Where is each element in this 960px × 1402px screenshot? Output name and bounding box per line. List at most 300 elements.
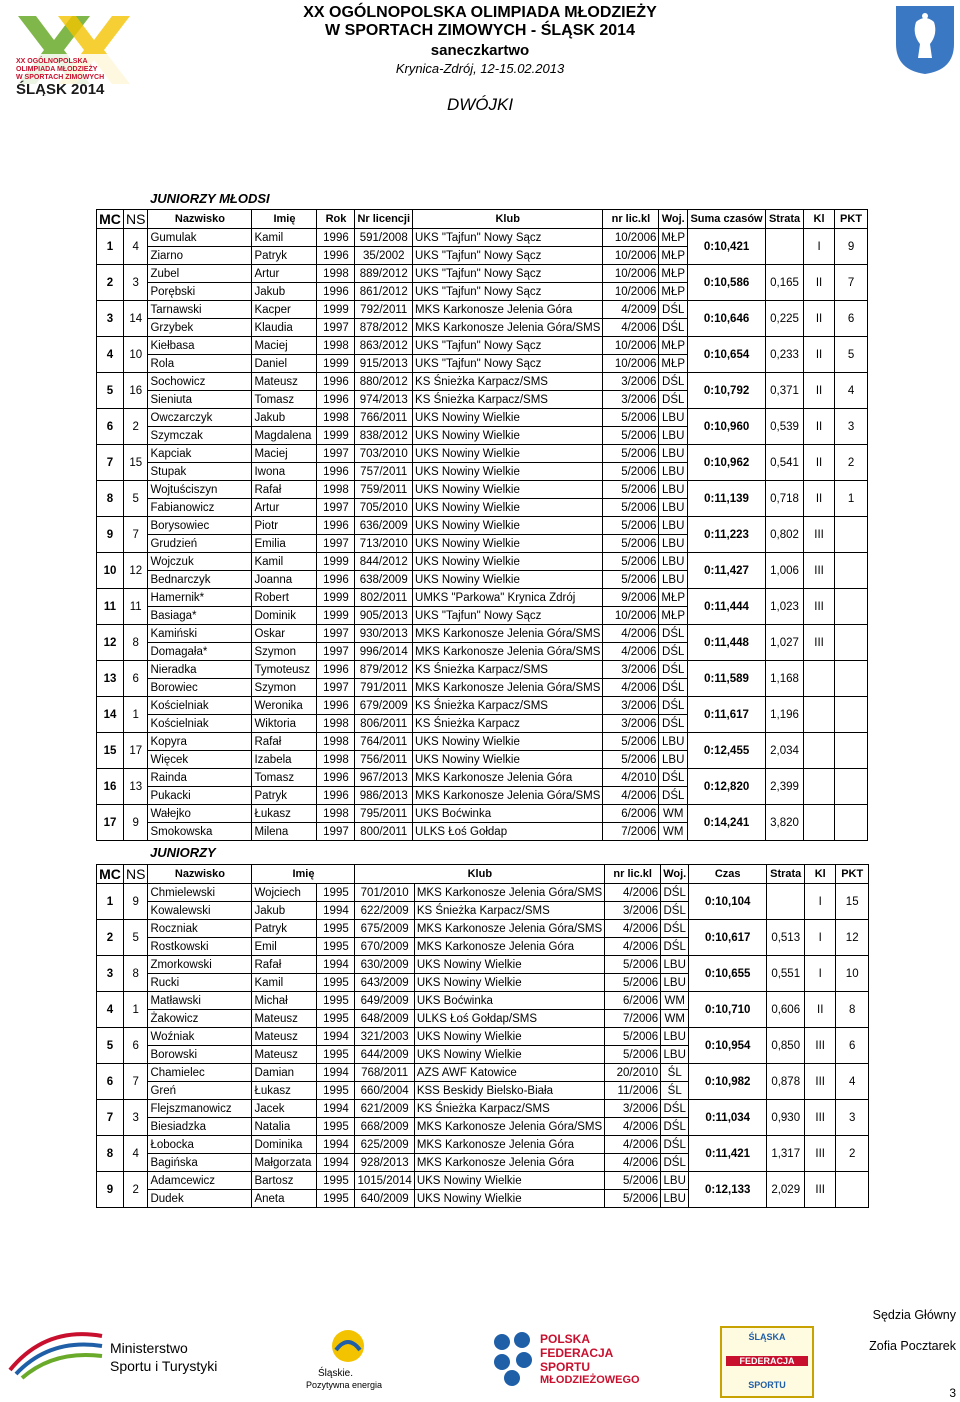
place-cell: 6 — [97, 1064, 124, 1100]
first-name-cell: Rafał — [252, 956, 317, 974]
federation-logo — [488, 1328, 648, 1392]
club-cell: UKS Nowiny Wielkie — [414, 956, 604, 974]
logo-text-3: W SPORTACH ZIMOWYCH — [16, 74, 105, 81]
surname-cell: Kiełbasa — [148, 337, 252, 355]
start-number-cell: 4 — [124, 229, 148, 265]
club-cell: ULKS Łoś Gołdap/SMS — [414, 1010, 604, 1028]
first-name-cell: Patryk — [252, 247, 317, 265]
voivodeship-cell: MŁP — [659, 355, 688, 373]
time-cell: 0:10,655 — [689, 956, 767, 992]
license-cell: 880/2012 — [355, 373, 413, 391]
voivodeship-cell: ŚL — [661, 1064, 689, 1082]
start-number-cell: 12 — [124, 553, 148, 589]
club-cell: UKS Nowiny Wielkie — [413, 535, 603, 553]
place-cell: 4 — [97, 337, 124, 373]
time-cell: 0:10,617 — [689, 920, 767, 956]
points-cell: 3 — [835, 409, 868, 445]
time-gap-cell: 0,802 — [766, 517, 804, 553]
first-name-cell: Dominik — [252, 607, 317, 625]
club-cell: KS Śnieżka Karpacz/SMS — [413, 373, 603, 391]
time-gap-cell: 0,606 — [767, 992, 805, 1028]
voivodeship-cell: MŁP — [659, 247, 688, 265]
class-cell: I — [805, 956, 836, 992]
column-header: Rok — [317, 210, 355, 229]
club-license-cell: 10/2006 — [603, 247, 659, 265]
club-license-cell: 5/2006 — [605, 974, 661, 992]
voivodeship-cell: LBU — [659, 463, 688, 481]
start-number-cell: 5 — [124, 481, 148, 517]
first-name-cell: Dominika — [252, 1136, 317, 1154]
license-cell: 321/2003 — [355, 1028, 414, 1046]
column-header: Woj. — [661, 865, 689, 884]
club-cell: KSS Beskidy Bielsko-Biała — [414, 1082, 604, 1100]
birth-year-cell: 1999 — [317, 427, 355, 445]
club-cell: MKS Karkonosze Jelenia Góra/SMS — [413, 787, 603, 805]
birth-year-cell: 1995 — [317, 1010, 355, 1028]
olympiad-logo — [14, 10, 154, 96]
time-cell: 0:12,820 — [688, 769, 766, 805]
license-cell: 928/2013 — [355, 1154, 414, 1172]
club-cell: UKS Nowiny Wielkie — [413, 409, 603, 427]
club-license-cell: 3/2006 — [603, 391, 659, 409]
voivodeship-cell: LBU — [661, 1190, 689, 1208]
club-license-cell: 10/2006 — [603, 265, 659, 283]
voivodeship-cell: DŚL — [659, 715, 688, 733]
first-name-cell: Jakub — [252, 902, 317, 920]
first-name-cell: Mateusz — [252, 1010, 317, 1028]
class-cell — [804, 805, 835, 841]
birth-year-cell: 1999 — [317, 553, 355, 571]
first-name-cell: Maciej — [252, 445, 317, 463]
surname-cell: Hamernik* — [148, 589, 252, 607]
time-gap-cell: 2,399 — [766, 769, 804, 805]
club-cell: UKS Nowiny Wielkie — [413, 499, 603, 517]
voivodeship-cell: DŚL — [659, 697, 688, 715]
birth-year-cell: 1999 — [317, 301, 355, 319]
voivodeship-cell: DŚL — [661, 1136, 689, 1154]
place-cell: 5 — [97, 373, 124, 409]
club-cell: UKS Nowiny Wielkie — [414, 1172, 604, 1190]
column-header: Woj. — [659, 210, 688, 229]
place-cell: 9 — [97, 1172, 124, 1208]
club-license-cell: 5/2006 — [603, 535, 659, 553]
surname-cell: Bagińska — [148, 1154, 252, 1172]
license-cell: 701/2010 — [355, 884, 414, 902]
time-cell: 0:11,421 — [689, 1136, 767, 1172]
surname-cell: Chamielec — [148, 1064, 252, 1082]
voivodeship-cell: DŚL — [661, 1154, 689, 1172]
club-cell: UKS Nowiny Wielkie — [413, 463, 603, 481]
birth-year-cell: 1997 — [317, 535, 355, 553]
time-gap-cell: 0,850 — [767, 1028, 805, 1064]
club-license-cell: 4/2010 — [603, 769, 659, 787]
club-cell: KS Śnieżka Karpacz/SMS — [414, 1100, 604, 1118]
time-gap-cell: 0,539 — [766, 409, 804, 445]
club-cell: UKS Nowiny Wielkie — [413, 445, 603, 463]
table-row — [97, 337, 868, 355]
surname-cell: Zubel — [148, 265, 252, 283]
place-cell: 9 — [97, 517, 124, 553]
federation-text-2: FEDERACJA — [540, 1346, 614, 1360]
first-name-cell: Mateusz — [252, 1046, 317, 1064]
license-cell: 800/2011 — [355, 823, 413, 841]
voivodeship-cell: DŚL — [661, 902, 689, 920]
club-cell: UKS Nowiny Wielkie — [413, 571, 603, 589]
surname-cell: Grzybek — [148, 319, 252, 337]
start-number-cell: 8 — [124, 956, 148, 992]
birth-year-cell: 1995 — [317, 884, 355, 902]
voivodeship-cell: MŁP — [659, 607, 688, 625]
surname-cell: Gumulak — [148, 229, 252, 247]
club-license-cell: 5/2006 — [603, 733, 659, 751]
time-gap-cell — [766, 229, 804, 265]
first-name-cell: Magdalena — [252, 427, 317, 445]
club-cell: MKS Karkonosze Jelenia Góra/SMS — [414, 1118, 604, 1136]
surname-cell: Stupak — [148, 463, 252, 481]
start-number-cell: 3 — [124, 265, 148, 301]
surname-cell: Rainda — [148, 769, 252, 787]
time-gap-cell: 0,225 — [766, 301, 804, 337]
ministry-logo — [6, 1320, 236, 1380]
club-cell: UKS Boćwinka — [414, 992, 604, 1010]
class-cell: III — [805, 1172, 836, 1208]
voivodeship-cell: LBU — [659, 445, 688, 463]
club-license-cell: 5/2006 — [603, 445, 659, 463]
table-row — [97, 769, 868, 787]
ministry-text-2: Sportu i Turystyki — [110, 1358, 218, 1374]
class-cell: II — [804, 301, 835, 337]
surname-cell: Smokowska — [148, 823, 252, 841]
surname-cell: Tarnawski — [148, 301, 252, 319]
place-cell: 1 — [97, 229, 124, 265]
header-row — [97, 210, 868, 229]
table-row — [97, 1136, 869, 1154]
time-cell: 0:12,133 — [689, 1172, 767, 1208]
club-license-cell: 5/2006 — [605, 1028, 661, 1046]
surname-cell: Kowalewski — [148, 902, 252, 920]
surname-cell: Kościelniak — [148, 715, 252, 733]
table-row — [97, 229, 868, 247]
surname-cell: Zmorkowski — [148, 956, 252, 974]
slaskie-text-2: Pozytywna energia — [306, 1380, 383, 1390]
birth-year-cell: 1996 — [317, 697, 355, 715]
birth-year-cell: 1995 — [317, 974, 355, 992]
table-row — [97, 1100, 869, 1118]
club-license-cell: 3/2006 — [605, 1100, 661, 1118]
column-header: Imię — [252, 210, 317, 229]
license-cell: 879/2012 — [355, 661, 413, 679]
start-number-cell: 9 — [124, 884, 148, 920]
club-cell: UKS "Tajfun" Nowy Sącz — [413, 607, 603, 625]
club-cell: KS Śnieżka Karpacz/SMS — [413, 661, 603, 679]
first-name-cell: Rafał — [252, 733, 317, 751]
surname-cell: Chmielewski — [148, 884, 252, 902]
voivodeship-cell: LBU — [661, 956, 689, 974]
points-cell — [835, 697, 868, 733]
license-cell: 766/2011 — [355, 409, 413, 427]
club-cell: KS Śnieżka Karpacz/SMS — [413, 391, 603, 409]
club-license-cell: 3/2006 — [603, 697, 659, 715]
birth-year-cell: 1998 — [317, 481, 355, 499]
points-cell — [835, 553, 868, 589]
birth-year-cell: 1996 — [317, 517, 355, 535]
time-gap-cell: 0,165 — [766, 265, 804, 301]
class-cell: III — [804, 517, 835, 553]
first-name-cell: Izabela — [252, 751, 317, 769]
slaska-text-2: FEDERACJA — [726, 1356, 808, 1366]
event-place-date: Krynica-Zdrój, 12-15.02.2013 — [395, 61, 565, 76]
club-license-cell: 10/2006 — [603, 355, 659, 373]
club-license-cell: 4/2006 — [603, 319, 659, 337]
club-license-cell: 4/2006 — [605, 1154, 661, 1172]
first-name-cell: Szymon — [252, 679, 317, 697]
header-row — [97, 865, 869, 884]
surname-cell: Kamiński — [148, 625, 252, 643]
license-cell: 591/2008 — [355, 229, 413, 247]
voivodeship-cell: DŚL — [659, 391, 688, 409]
license-cell: 974/2013 — [355, 391, 413, 409]
points-cell — [835, 805, 868, 841]
points-cell: 10 — [836, 956, 869, 992]
class-cell: III — [805, 1028, 836, 1064]
club-cell: AZS AWF Katowice — [414, 1064, 604, 1082]
first-name-cell: Bartosz — [252, 1172, 317, 1190]
club-license-cell: 6/2006 — [605, 992, 661, 1010]
class-cell: III — [805, 1064, 836, 1100]
license-cell: 795/2011 — [355, 805, 413, 823]
time-cell: 0:11,448 — [688, 625, 766, 661]
club-license-cell: 9/2006 — [603, 589, 659, 607]
license-cell: 863/2012 — [355, 337, 413, 355]
column-header: nr lic.kl — [605, 865, 661, 884]
column-header: nr lic.kl — [603, 210, 659, 229]
start-number-cell: 1 — [124, 697, 148, 733]
surname-cell: Nieradka — [148, 661, 252, 679]
voivodeship-cell: MŁP — [659, 229, 688, 247]
points-cell: 3 — [836, 1100, 869, 1136]
birth-year-cell: 1995 — [317, 920, 355, 938]
birth-year-cell: 1994 — [317, 1028, 355, 1046]
class-cell: I — [804, 229, 835, 265]
place-cell: 15 — [97, 733, 124, 769]
surname-cell: Roczniak — [148, 920, 252, 938]
birth-year-cell: 1999 — [317, 607, 355, 625]
birth-year-cell: 1996 — [317, 391, 355, 409]
voivodeship-cell: DŚL — [659, 319, 688, 337]
first-name-cell: Jakub — [252, 409, 317, 427]
time-cell: 0:10,982 — [689, 1064, 767, 1100]
start-number-cell: 5 — [124, 920, 148, 956]
surname-cell: Wałejko — [148, 805, 252, 823]
table-row — [97, 661, 868, 679]
start-number-cell: 14 — [124, 301, 148, 337]
class-cell: III — [804, 589, 835, 625]
club-cell: MKS Karkonosze Jelenia Góra/SMS — [413, 319, 603, 337]
birth-year-cell: 1996 — [317, 283, 355, 301]
club-cell: KS Śnieżka Karpacz/SMS — [414, 902, 604, 920]
birth-year-cell: 1996 — [317, 373, 355, 391]
first-name-cell: Aneta — [252, 1190, 317, 1208]
column-header: Nazwisko — [148, 210, 252, 229]
voivodeship-cell: DŚL — [661, 938, 689, 956]
time-gap-cell: 1,027 — [766, 625, 804, 661]
license-cell: 791/2011 — [355, 679, 413, 697]
birth-year-cell: 1994 — [317, 1064, 355, 1082]
time-cell: 0:10,710 — [689, 992, 767, 1028]
time-cell: 0:10,104 — [689, 884, 767, 920]
birth-year-cell: 1997 — [317, 643, 355, 661]
table-row — [97, 301, 868, 319]
birth-year-cell: 1998 — [317, 751, 355, 769]
birth-year-cell: 1998 — [317, 733, 355, 751]
table-row — [97, 625, 868, 643]
voivodeship-cell: LBU — [659, 535, 688, 553]
birth-year-cell: 1995 — [317, 1118, 355, 1136]
class-cell — [804, 661, 835, 697]
sport-name: saneczkartwo — [430, 42, 530, 59]
class-cell: III — [805, 1136, 836, 1172]
page-number: 3 — [949, 1386, 956, 1400]
voivodeship-cell: LBU — [659, 751, 688, 769]
license-cell: 802/2011 — [355, 589, 413, 607]
surname-cell: Więcek — [148, 751, 252, 769]
surname-cell: Sochowicz — [148, 373, 252, 391]
column-header: Strata — [766, 210, 804, 229]
club-cell: MKS Karkonosze Jelenia Góra/SMS — [413, 625, 603, 643]
start-number-cell: 2 — [124, 1172, 148, 1208]
club-cell: UKS "Tajfun" Nowy Sącz — [413, 355, 603, 373]
surname-cell: Żakowicz — [148, 1010, 252, 1028]
first-name-cell: Piotr — [252, 517, 317, 535]
first-name-cell: Kamil — [252, 229, 317, 247]
surname-cell: Rucki — [148, 974, 252, 992]
surname-cell: Greń — [148, 1082, 252, 1100]
club-cell: UKS "Tajfun" Nowy Sącz — [413, 229, 603, 247]
club-license-cell: 11/2006 — [605, 1082, 661, 1100]
table-row — [97, 373, 868, 391]
club-license-cell: 5/2006 — [603, 481, 659, 499]
birth-year-cell: 1998 — [317, 265, 355, 283]
first-name-cell: Robert — [252, 589, 317, 607]
license-cell: 792/2011 — [355, 301, 413, 319]
license-cell: 640/2009 — [355, 1190, 414, 1208]
first-name-cell: Patryk — [252, 920, 317, 938]
club-cell: MKS Karkonosze Jelenia Góra/SMS — [414, 920, 604, 938]
points-cell: 4 — [835, 373, 868, 409]
first-name-cell: Iwona — [252, 463, 317, 481]
slaska-text-3: SPORTU — [748, 1380, 786, 1390]
voivodeship-cell: LBU — [661, 1028, 689, 1046]
club-license-cell: 4/2006 — [605, 884, 661, 902]
birth-year-cell: 1996 — [317, 787, 355, 805]
club-license-cell: 3/2006 — [605, 902, 661, 920]
club-cell: UKS "Tajfun" Nowy Sącz — [413, 337, 603, 355]
table-row — [97, 1064, 869, 1082]
voivodeship-cell: DŚL — [659, 661, 688, 679]
time-cell: 0:11,139 — [688, 481, 766, 517]
club-cell: UMKS "Parkowa" Krynica Zdrój — [413, 589, 603, 607]
license-cell: 878/2012 — [355, 319, 413, 337]
points-cell: 6 — [836, 1028, 869, 1064]
table-row — [97, 697, 868, 715]
voivodeship-cell: WM — [659, 805, 688, 823]
table-row — [97, 589, 868, 607]
start-number-cell: 7 — [124, 1064, 148, 1100]
ministry-text-1: Ministerstwo — [110, 1340, 188, 1356]
voivodeship-cell: LBU — [659, 481, 688, 499]
surname-cell: Flejszmanowicz — [148, 1100, 252, 1118]
first-name-cell: Artur — [252, 265, 317, 283]
club-cell: UKS Nowiny Wielkie — [414, 974, 604, 992]
points-cell — [836, 1172, 869, 1208]
club-license-cell: 4/2006 — [603, 643, 659, 661]
voivodeship-cell: DŚL — [659, 679, 688, 697]
surname-cell: Sieniuta — [148, 391, 252, 409]
points-cell: 15 — [836, 884, 869, 920]
club-license-cell: 7/2006 — [605, 1010, 661, 1028]
start-number-cell: 9 — [124, 805, 148, 841]
time-cell: 0:10,954 — [689, 1028, 767, 1064]
license-cell: 915/2013 — [355, 355, 413, 373]
time-cell: 0:11,034 — [689, 1100, 767, 1136]
surname-cell: Wojczuk — [148, 553, 252, 571]
table-row — [97, 1028, 869, 1046]
license-cell: 621/2009 — [355, 1100, 414, 1118]
first-name-cell: Rafał — [252, 481, 317, 499]
start-number-cell: 15 — [124, 445, 148, 481]
class-cell: II — [804, 409, 835, 445]
club-cell: MKS Karkonosze Jelenia Góra — [414, 1154, 604, 1172]
birth-year-cell: 1994 — [317, 956, 355, 974]
club-license-cell: 3/2006 — [603, 373, 659, 391]
class-cell: III — [805, 1100, 836, 1136]
table-row — [97, 265, 868, 283]
club-cell: MKS Karkonosze Jelenia Góra — [414, 1136, 604, 1154]
table-row — [97, 481, 868, 499]
column-header: MC — [97, 865, 124, 884]
first-name-cell: Wojciech — [252, 884, 317, 902]
place-cell: 10 — [97, 553, 124, 589]
birth-year-cell: 1999 — [317, 355, 355, 373]
column-header: Suma czasów — [688, 210, 766, 229]
surname-cell: Rola — [148, 355, 252, 373]
club-cell: UKS Nowiny Wielkie — [414, 1028, 604, 1046]
table-row — [97, 553, 868, 571]
birth-year-cell: 1998 — [317, 337, 355, 355]
club-cell: UKS Boćwinka — [413, 805, 603, 823]
voivodeship-cell: DŚL — [659, 769, 688, 787]
club-license-cell: 5/2006 — [603, 427, 659, 445]
club-license-cell: 3/2006 — [603, 715, 659, 733]
club-cell: UKS Nowiny Wielkie — [413, 517, 603, 535]
club-cell: UKS "Tajfun" Nowy Sącz — [413, 247, 603, 265]
column-header: Klub — [355, 865, 605, 884]
first-name-cell: Maciej — [252, 337, 317, 355]
start-number-cell: 6 — [124, 1028, 148, 1064]
place-cell: 7 — [97, 445, 124, 481]
column-header: PKT — [835, 210, 868, 229]
club-license-cell: 4/2006 — [605, 920, 661, 938]
voivodeship-cell: LBU — [659, 499, 688, 517]
club-license-cell: 5/2006 — [605, 956, 661, 974]
points-cell — [835, 733, 868, 769]
club-cell: KS Śnieżka Karpacz — [413, 715, 603, 733]
birth-year-cell: 1997 — [317, 823, 355, 841]
birth-year-cell: 1997 — [317, 499, 355, 517]
time-gap-cell: 1,023 — [766, 589, 804, 625]
place-cell: 16 — [97, 769, 124, 805]
time-gap-cell: 3,820 — [766, 805, 804, 841]
